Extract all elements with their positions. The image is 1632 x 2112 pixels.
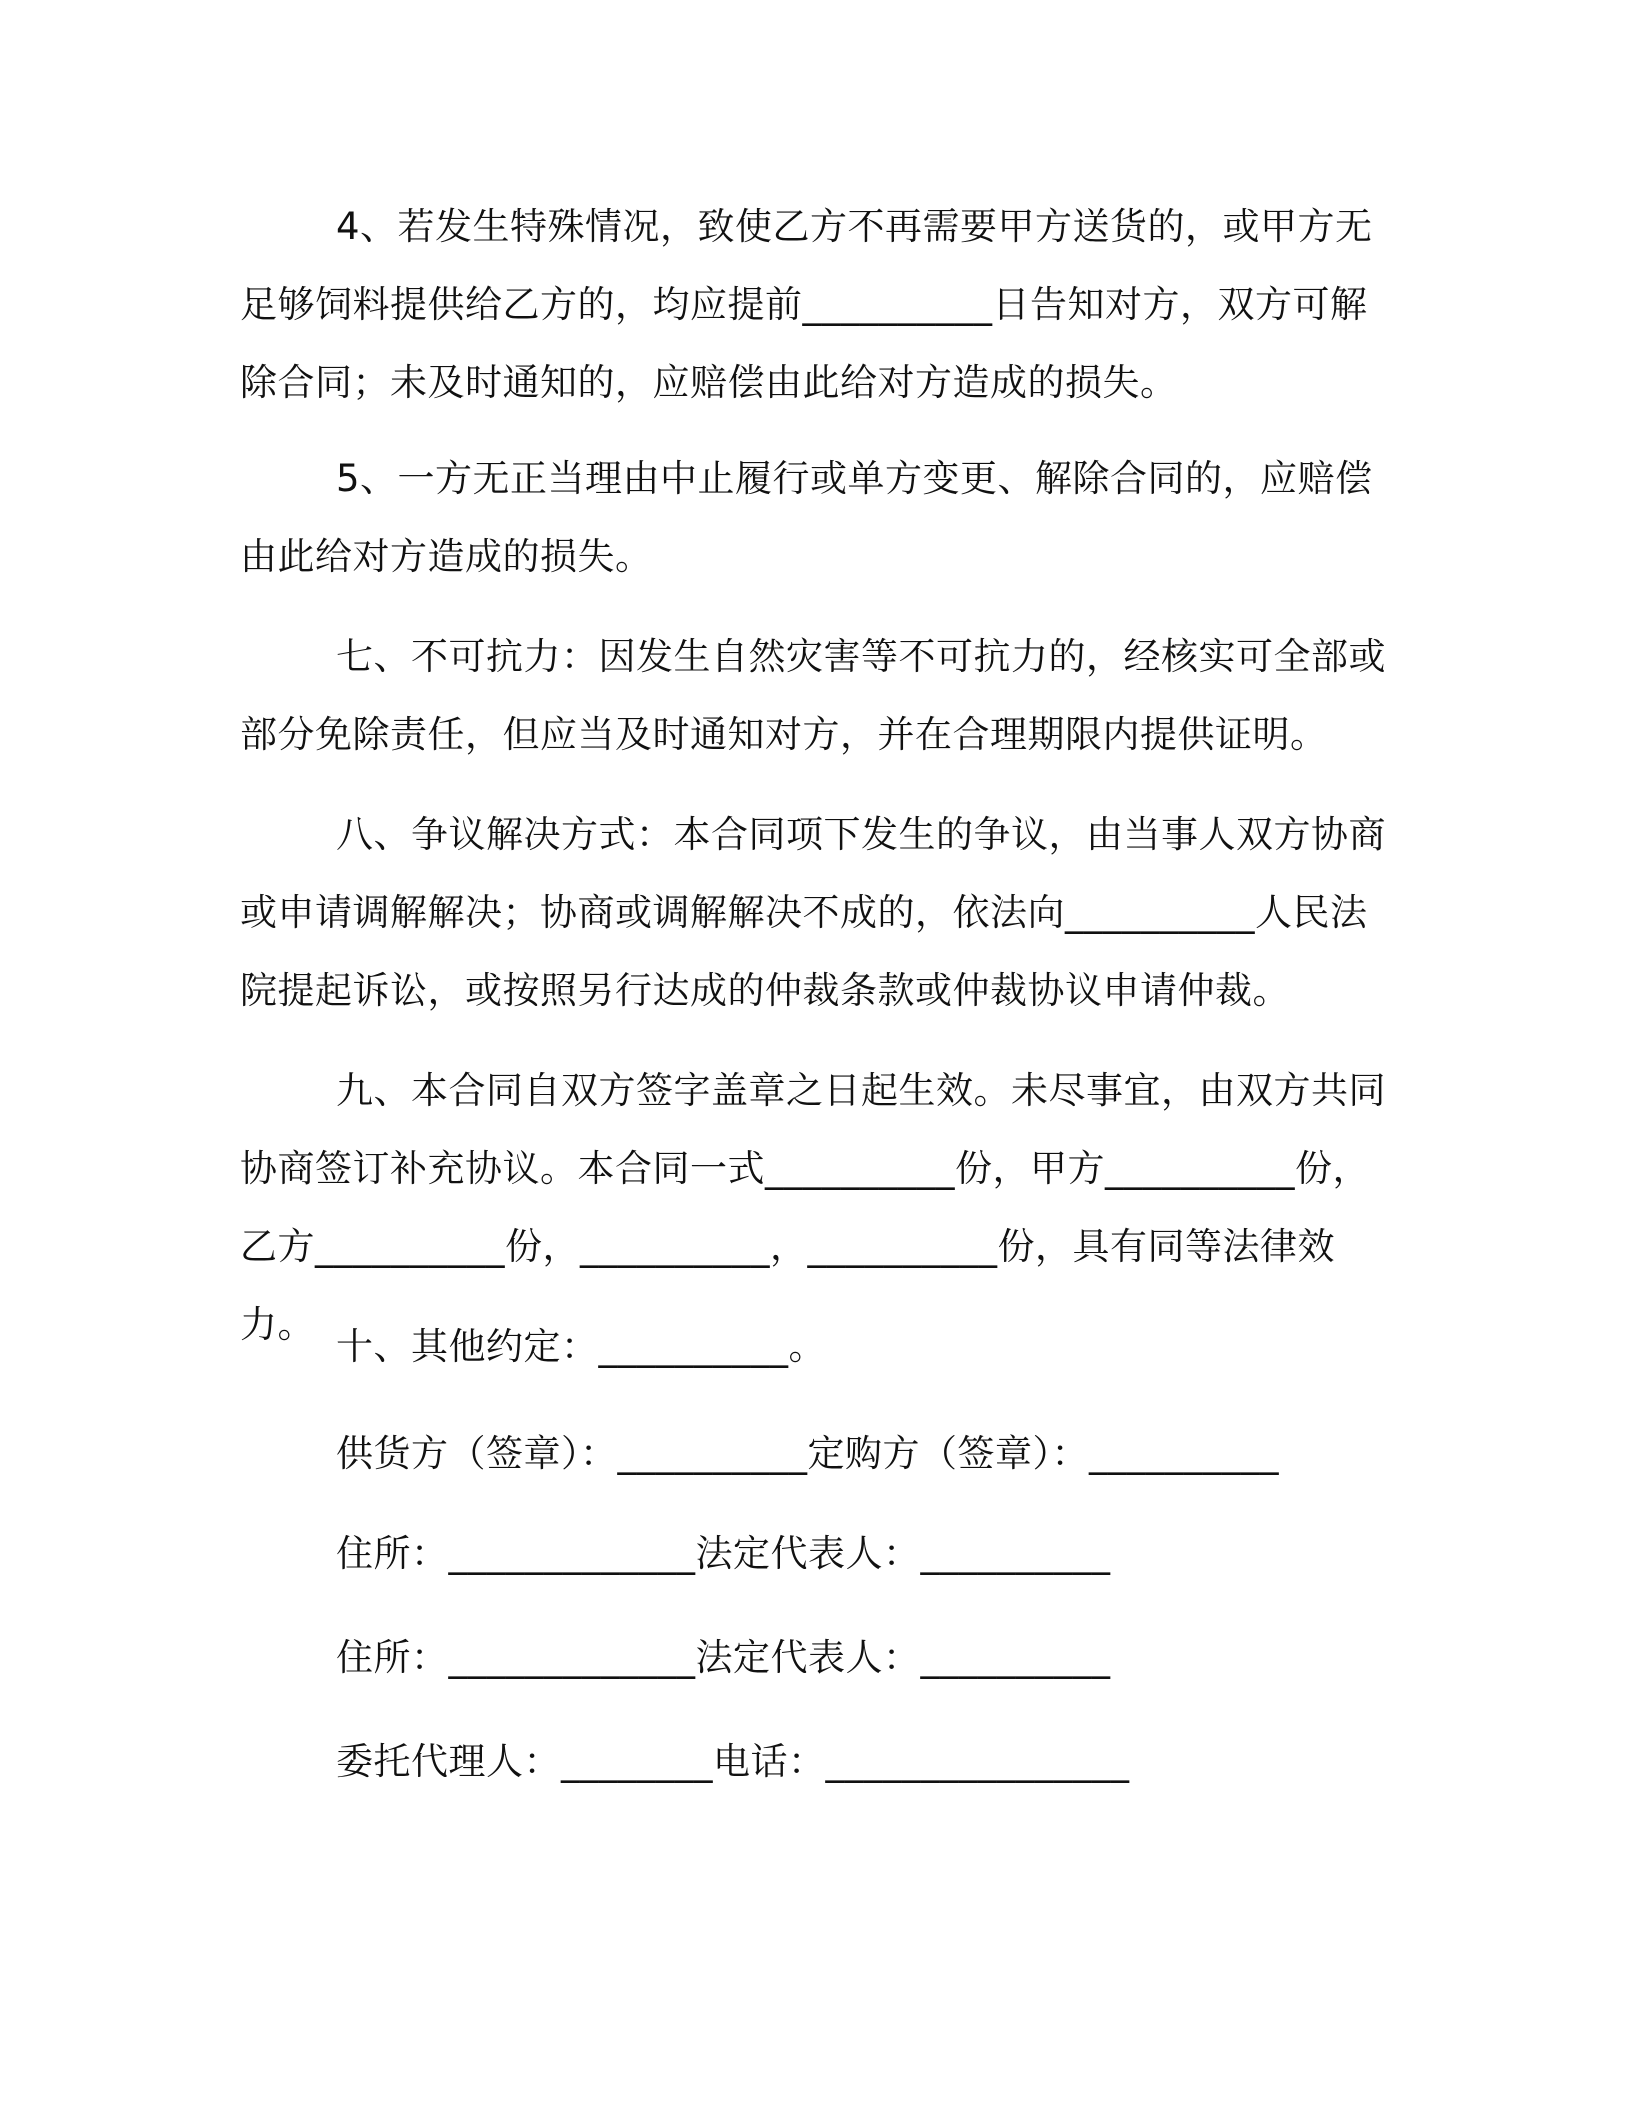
clause-4-special-circumstances: 4、若发生特殊情况，致使乙方不再需要甲方送货的，或甲方无足够饲料提供给乙方的，均应提前__________日告知对方，双方可解除合同；未及时通知的，应赔偿由此给对方造成的损失。 [240, 205, 1373, 404]
signature-line-agent-phone: 委托代理人：________电话：________________ [336, 1740, 1130, 1783]
clause-7-force-majeure: 七、不可抗力：因发生自然灾害等不可抗力的，经核实可全部或部分免除责任，但应当及时通知对方，并在合理期限内提供证明。 [240, 635, 1386, 756]
clause-9-effectiveness: 九、本合同自双方签字盖章之日起生效。未尽事宜，由双方共同协商签订补充协议。本合同一式__________份，甲方__________份，乙方__________份，__________，__________份，具有同等法律效力。 [240, 1069, 1386, 1346]
signature-line-parties: 供货方（签章）：__________定购方（签章）：__________ [336, 1432, 1279, 1475]
clause-10-other-agreements: 十、其他约定：__________。 [336, 1325, 826, 1368]
clause-5-unilateral-termination: 5、一方无正当理由中止履行或单方变更、解除合同的，应赔偿由此给对方造成的损失。 [240, 457, 1373, 578]
clause-8-dispute-resolution: 八、争议解决方式：本合同项下发生的争议，由当事人双方协商或申请调解解决；协商或调解解决不成的，依法向__________人民法院提起诉讼，或按照另行达成的仲裁条款或仲裁协议申请仲裁。 [240, 813, 1386, 1012]
signature-line-address-1: 住所：_____________法定代表人：__________ [336, 1532, 1111, 1575]
signature-line-address-2: 住所：_____________法定代表人：__________ [336, 1636, 1111, 1679]
